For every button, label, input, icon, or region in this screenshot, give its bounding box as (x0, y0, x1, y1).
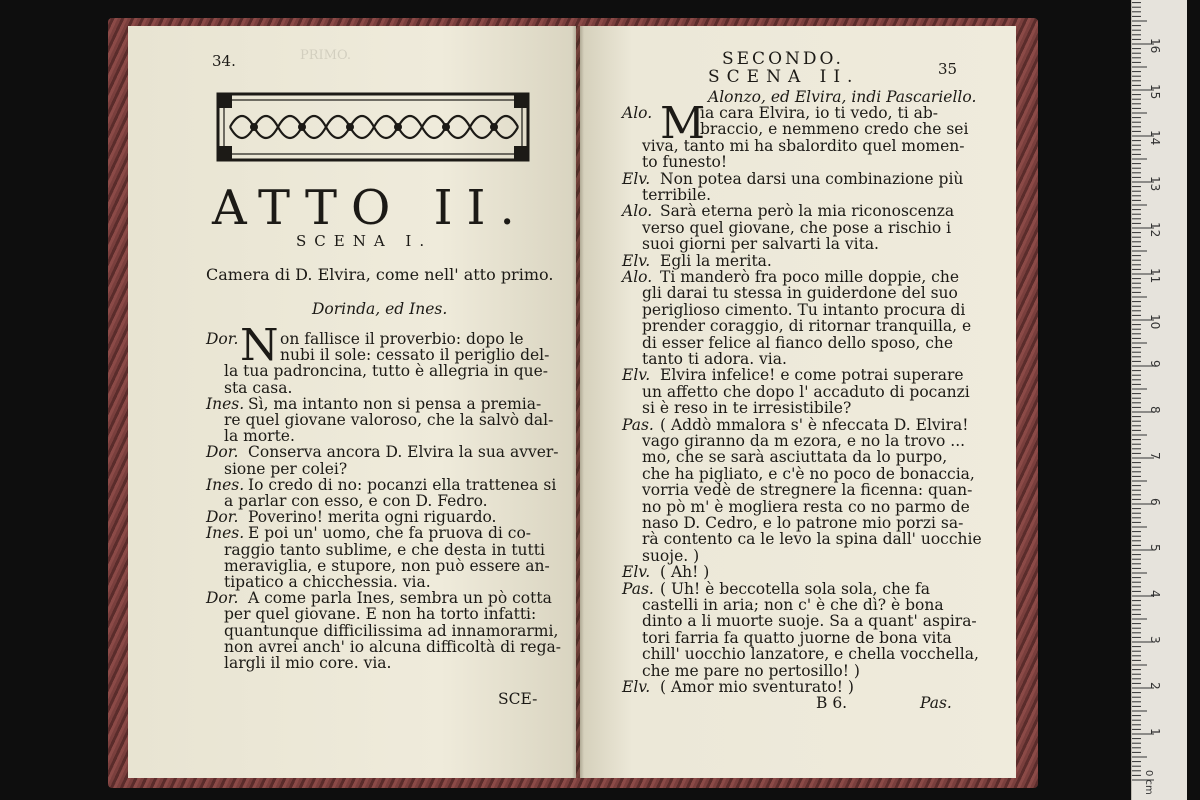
ruler-number: 2 (1148, 682, 1162, 690)
ruler-number: 7 (1148, 452, 1162, 460)
dialogue-line: nubi il sole: cessato il periglio del- (280, 346, 550, 365)
dialogue-line: la morte. (224, 427, 295, 446)
ruler-number: 11 (1148, 268, 1162, 284)
speaker-label: Ines. (206, 475, 245, 494)
ruler-ticks (1132, 0, 1187, 800)
dialogue-line: E poi un' uomo, che fa pruova di co- (248, 524, 532, 543)
ruler-number: 14 (1148, 130, 1162, 146)
right-page-number: 35 (938, 60, 958, 78)
book-gutter (572, 26, 584, 778)
dialogue-line: ( Uh! è beccotella sola sola, che fa (660, 579, 931, 598)
dialogue-line: non avrei anch' io alcuna difficoltà di rega- (224, 637, 561, 656)
ruler-number: 6 (1148, 498, 1162, 506)
dialogue-line: Elvira infelice! e come potrai superare (660, 366, 964, 385)
right-running-header: SECONDO. (722, 49, 844, 69)
ruler-number: 12 (1148, 222, 1162, 238)
act-title: ATTO II. (212, 180, 529, 236)
dialogue-line: ( Ah! ) (660, 563, 710, 582)
speaker-label: Elv. (622, 169, 651, 188)
dialogue-line: viva, tanto mi ha sbalordito quel momen- (642, 136, 965, 155)
dialogue-line: ( Amor mio sventurato! ) (660, 678, 854, 696)
speaker-label: Pas. (622, 579, 654, 598)
dialogue-line: periglioso cimento. Tu intanto procura di (642, 300, 966, 319)
dialogue-line: suoi giorni per salvarti la vita. (642, 235, 879, 254)
bleed-through-header: PRIMO. (300, 48, 352, 63)
dialogue-line: tanto ti adora. via. (642, 350, 787, 368)
right-scene-title: SCENA II. (708, 67, 860, 87)
dialogue-line: verso quel giovane, che pose a rischio i (642, 218, 952, 237)
dialogue-line: meraviglia, e stupore, non può essere an- (224, 556, 550, 575)
decorative-ornament-band (216, 92, 530, 162)
dialogue-line: Conserva ancora D. Elvira la sua avver- (248, 443, 559, 462)
dialogue-line: on fallisce il proverbio: dopo le (280, 330, 524, 348)
speaker-label: Alo. (622, 268, 653, 286)
dialogue-line: vorria vedè de stregnere la ficenna: quan- (642, 481, 973, 500)
dialogue-line: Sarà eterna però la mia riconoscenza (660, 202, 955, 221)
speaker-label: Elv. (622, 678, 651, 696)
ruler-number: 10 (1148, 314, 1162, 330)
dialogue-line: chill' uocchio lanzatore, e chella vocchella, (642, 645, 979, 664)
dialogue-line: Egli la merita. (660, 251, 772, 270)
left-scene-title: SCENA I. (296, 232, 433, 250)
speaker-label: Ines. (206, 524, 245, 543)
right-characters: Alonzo, ed Elvira, indi Pascariello. (708, 88, 977, 106)
speaker-label: Elv. (622, 563, 651, 582)
dialogue-line: sta casa. (224, 378, 293, 397)
dialogue-line: prender coraggio, di ritornar tranquilla, e (642, 317, 972, 336)
dialogue-line: quantunque difficilissima ad innamorarmi, (224, 621, 559, 640)
dialogue-line: Ti manderò fra poco mille doppie, che (660, 268, 960, 286)
speaker-label: Ines. (206, 394, 245, 413)
speaker-label: Elv. (622, 251, 651, 270)
dialogue-line: to funesto! (642, 153, 728, 172)
ruler-number: 5 (1148, 544, 1162, 552)
dialogue-line: tipatico a chicchessia. via. (224, 573, 431, 591)
dialogue-line: castelli in aria; non c' è che dì? è bona (642, 596, 944, 614)
speaker-label: Alo. (622, 202, 653, 221)
dialogue-line: che ha pigliato, e c'è no poco de bonaccia, (642, 464, 975, 483)
speaker-label: Dor. (206, 508, 239, 527)
dialogue-line: Io credo di no: pocanzi ella trattenea si (248, 475, 557, 494)
dialogue-line: un affetto che dopo l' accaduto di pocanzi (642, 382, 970, 401)
dialogue-line: no pò m' è mogliera resta co no parmo de (642, 497, 970, 516)
speaker-label: Dor. (206, 589, 239, 608)
ruler-number: 3 (1148, 636, 1162, 644)
dialogue-line: mo, che se sarà asciuttata da lo purpo, (642, 448, 948, 467)
dialogue-line: Poverino! merita ogni riguardo. (248, 508, 497, 527)
scene-setting: Camera di D. Elvira, come nell' atto primo. (206, 265, 554, 284)
speaker-label: Dor. (206, 443, 239, 462)
dialogue-line: Non potea darsi una combinazione più (660, 169, 964, 188)
dialogue-line: raggio tanto sublime, e che desta in tutti (224, 540, 545, 559)
ruler-number: 16 (1148, 38, 1162, 54)
ruler-number: 13 (1148, 176, 1162, 192)
left-characters: Dorinda, ed Ines. (312, 300, 448, 318)
dialogue-line: terribile. (642, 186, 712, 204)
dialogue-line: braccio, e nemmeno credo che sei (700, 120, 969, 139)
dialogue-line: dinto a li muorte suoje. Sa a quant' aspira- (642, 612, 977, 631)
measuring-ruler (1131, 0, 1187, 800)
left-catchword: SCE- (498, 690, 538, 708)
speaker-label: Elv. (622, 366, 651, 385)
dialogue-line: naso D. Cedro, e lo patrone mio porzi sa- (642, 514, 964, 532)
dialogue-line: per quel giovane. E non ha torto infatti: (224, 605, 537, 624)
ruler-unit-label: 0 cm (1143, 770, 1154, 795)
right-catchword: Pas. (920, 694, 952, 712)
dialogue-line: a parlar con esso, e con D. Fedro. (224, 492, 488, 510)
dialogue-line: ia cara Elvira, io ti vedo, ti ab- (700, 104, 938, 122)
dialogue-line: largli il mio core. via. (224, 654, 392, 672)
left-page-number: 34. (212, 52, 236, 70)
speaker-label: Alo. (622, 104, 653, 122)
ruler-number: 15 (1148, 84, 1162, 100)
dialogue-line: suoje. ) (642, 546, 700, 565)
dialogue-line: che me pare no pertosillo! ) (642, 661, 860, 680)
right-dropcap: M (660, 98, 706, 149)
dialogue-line: vago giranno da m ezora, e no la trovo ... (642, 432, 966, 450)
speaker-label: Pas. (622, 415, 654, 434)
ruler-number: 9 (1148, 360, 1162, 368)
dialogue-line: la tua padroncina, tutto è allegria in que- (224, 362, 549, 381)
signature-mark: B 6. (816, 694, 848, 712)
left-dropcap: N (240, 320, 279, 371)
dialogue-line: tori farria fa quatto juorne de bona vita (642, 628, 952, 647)
dialogue-line: A come parla Ines, sembra un pò cotta (248, 589, 552, 608)
dialogue-line: rà contento ca le levo la spina dall' uocchie (642, 530, 982, 549)
dialogue-line: gli darai tu stessa in guiderdone del suo (642, 284, 958, 303)
dialogue-line: si è reso in te irresistibile? (642, 399, 852, 418)
dialogue-line: ( Addò mmalora s' è nfeccata D. Elvira! (660, 415, 969, 434)
ruler-number: 8 (1148, 406, 1162, 414)
dialogue-line: Sì, ma intanto non si pensa a premia- (248, 394, 542, 413)
ruler-number: 4 (1148, 590, 1162, 598)
ruler-number: 1 (1148, 728, 1162, 736)
dialogue-line: re quel giovane valoroso, che la salvò dal- (224, 411, 554, 429)
dialogue-line: di esser felice al fianco dello sposo, che (642, 333, 954, 352)
dialogue-line: sione per colei? (224, 459, 348, 478)
speaker-label: Dor. (206, 330, 239, 348)
